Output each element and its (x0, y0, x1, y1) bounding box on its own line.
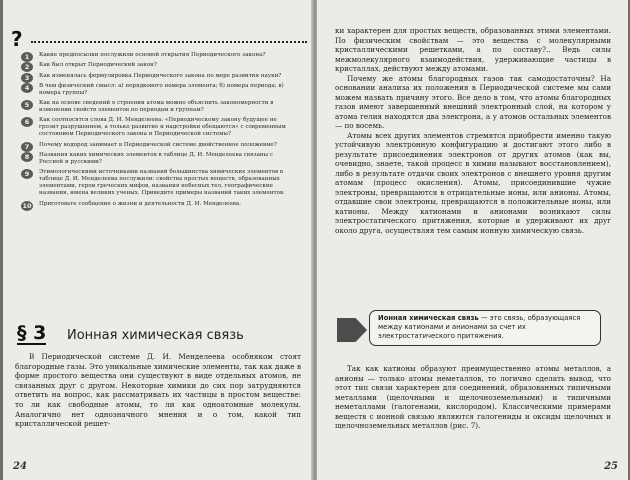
question-text: Названия каких химических элементов в таблице Д. И. Менделеева связаны с Россией и русскими? (39, 152, 274, 166)
definition-block (337, 310, 609, 350)
body-paragraph: ки характерен для простых веществ, образованных этими элементами. По физическим свойствам — это вещества с молекулярными кристаллическими решетками, а по составу?.. Ведь силы межмолекулярного взаимодействия, удерживающие частицы в кристаллах, действуют между атомами. (335, 26, 611, 73)
question-item (21, 62, 291, 72)
question-number-badge: 2 (21, 62, 33, 72)
page-number: 25 (604, 461, 618, 472)
question-text: Как изменялась формулировка Периодического закона по мере развития науки? (39, 72, 282, 79)
left-page (3, 0, 313, 480)
question-item (21, 201, 291, 208)
section-number: § 3 (17, 322, 47, 344)
right-page (317, 0, 628, 480)
question-text: Какие предпосылки послужили основой открытия Периодического закона? (39, 52, 266, 58)
question-item (21, 83, 291, 97)
section-heading (17, 322, 299, 345)
questions-header (11, 27, 307, 51)
definition-text: — это связь, образующаяся между катионами и анионами за счет их электростатического притяжения. (378, 314, 581, 340)
body-paragraph: Атомы всех других элементов стремятся приобрести именно такую устойчивую электронную конфигурацию и достигают этого либо в результате присоединения электронов от других атомов (как вы, очевидно, знаете, такой процесс в химии называют восстановлением), либо в результате отдачи своих электронов с внешнего уровня другим атомам (процесс окисления). Атомы, присоединившие чужие электроны, превращаются в отрицательные ионы, или анионы. Атомы, отдавшие свои электроны, превращаются в положительные ионы, или катионы. Между катионами и анионами возникают силы электростатического притяжения, которые и удерживают их друг около друга, осуществляя тем самым ионную химическую связь. (335, 130, 611, 235)
question-text: В чем физический смысл: а) порядкового номера элемента; б) номера периода; в) номера группы? (39, 82, 284, 96)
definition-box (369, 310, 601, 346)
question-number-badge: 5 (21, 100, 33, 110)
body-paragraph: Почему же атомы благородных газов так самодостаточны? На основании анализа их положения в Периодической системе мы сами можем назвать причину этого. Все дело в том, что атомы благородных газов имеют завершенный внешний электронный слой, на котором у атома гелия находятся два электрона, а у атомов остальных элементов — по восемь. (335, 73, 611, 130)
question-number-badge: 10 (22, 201, 32, 210)
question-item (21, 73, 291, 80)
question-number-badge: 7 (21, 142, 33, 152)
question-number-badge: 1 (21, 52, 33, 62)
question-number-badge: 4 (21, 83, 33, 93)
question-number-badge: 6 (21, 117, 33, 127)
section-title: Ионная химическая связь (67, 328, 244, 343)
body-paragraph: В Периодической системе Д. И. Менделеева особняком стоят благородные газы. Это уникальные химические элементы, так как даже в форме простого вещества они существуют в виде отдельных атомов, не связанных друг с другом. Некоторые химики до сих пор затрудняются ответить на вопрос, как рассматривать их частицы в простом веществе: то ли как свободные атомы, то ли как одноатомные молекулы. Аналогично нет однозначного мнения и о том, какой тип кристаллической решет- (15, 352, 301, 429)
question-item (21, 152, 291, 166)
question-item (21, 142, 291, 149)
dotted-divider (31, 41, 307, 43)
question-item (21, 100, 291, 114)
question-item (21, 52, 291, 59)
question-text: Приготовьте сообщение о жизни и деятельности Д. И. Менделеева. (39, 200, 242, 207)
body-text-top (335, 26, 611, 235)
body-text-bottom (335, 364, 611, 431)
question-number-badge: 9 (21, 169, 33, 179)
questions-list (21, 52, 291, 211)
question-mark-icon: ? (11, 27, 23, 51)
question-text: Как на основе сведений о строении атома можно объяснить закономерности в изменении свойств элементов по периодам и группам? (39, 100, 274, 114)
question-number-badge: 8 (21, 152, 33, 162)
page-number: 24 (13, 461, 27, 472)
definition-term: Ионная химическая связь (378, 314, 479, 322)
question-number-badge: 3 (21, 73, 33, 83)
arrow-icon (337, 318, 367, 342)
body-paragraph: Так как катионы образуют преимущественно атомы металлов, а анионы — только атомы неметаллов, то логично сделать вывод, что этот тип связи характерен для соединений, образованных типичными металлами (щелочными и щелочноземельными) и типичными неметаллами (галогенами, кислородом). Классическими примерами веществ с ионной связью являются галогениды и оксиды щелочных и щелочноземельных металлов (рис. 7). (335, 364, 611, 430)
question-text: Как был открыт Периодический закон? (39, 62, 157, 69)
question-item (21, 169, 291, 197)
question-text: Этимологическими источниками названий большинства химических элементов в таблице Д. И. Менделеева послужили: свойства простых веществ, образованных элементами, герои греческих мифов, названия небесных тел, географические названия, имена великих ученых. Приведите примеры названий таких элементов. (39, 169, 285, 197)
question-text: Почему водород занимает в Периодической системе двойственное положение? (39, 141, 277, 148)
question-item (21, 117, 291, 138)
question-text: Как соотносятся слова Д. И. Менделеева: «Периодическому закону будущее не грозит разрушением, а только развитие и надстройки обещаются» с современным состоянием Периодического закона и Периодической системы? (39, 117, 286, 138)
